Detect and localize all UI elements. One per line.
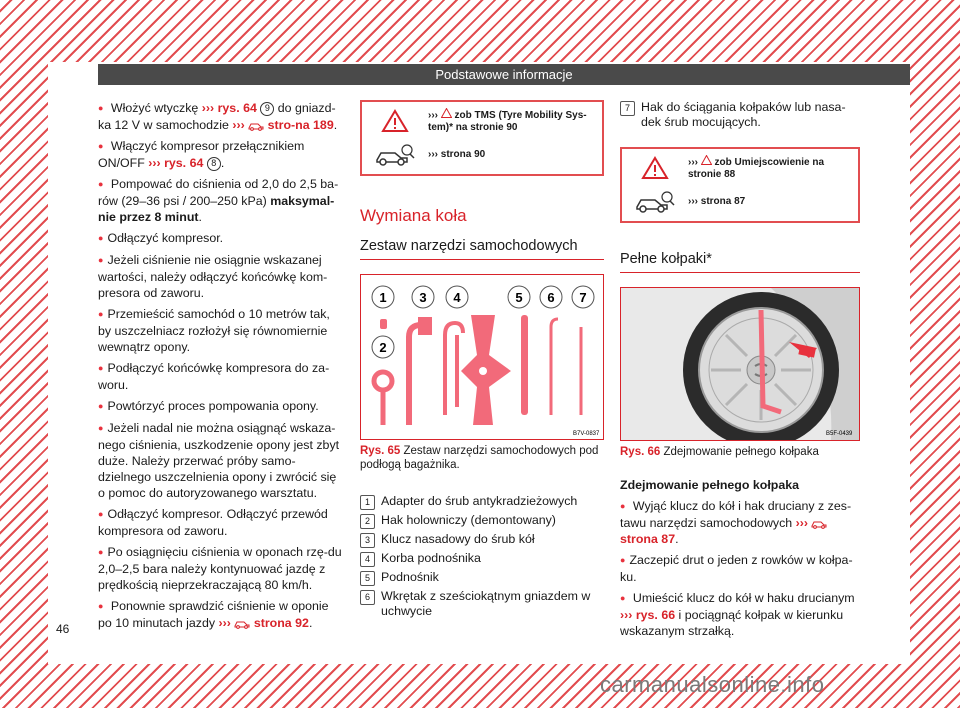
figure-caption: Rys. 66 Zdejmowanie pełnego kołpaka <box>620 446 819 458</box>
column-left <box>98 100 344 636</box>
list-item: ● Jeżeli nadal nie można osiągnąć wskaza-nego ciśnienia, uszkodzenie opony jest zbyt duże. Należy przerwać próby samo-dzielnego uszczelnienia opony i zwrócić się o pomoc do autoryzowanego warsztatu. <box>98 420 344 501</box>
tools-illustration <box>361 275 603 439</box>
list-item: ● Odłączyć kompresor. <box>98 230 344 247</box>
page-link[interactable]: ››› strona 87 <box>620 516 827 546</box>
tool-wrench <box>409 320 429 425</box>
tool-screwdriver <box>521 315 528 415</box>
figure-link[interactable]: ››› rys. 64 <box>201 101 257 115</box>
subsection-title: Pełne kołpaki* <box>620 251 860 273</box>
car-icon <box>248 121 264 131</box>
callout-number: 8 <box>207 157 221 171</box>
procedure-heading: Zdejmowanie pełnego kołpaka <box>620 478 800 492</box>
figure-hubcap <box>620 287 860 441</box>
page-number: 46 <box>56 622 70 636</box>
list-item: ● Ponownie sprawdzić ciśnienie w oponie po 10 minutach jazdy ››› strona 92. <box>98 598 344 631</box>
page-header: Podstawowe informacje <box>98 64 910 85</box>
car-icon <box>234 619 250 629</box>
callout-number: 9 <box>260 102 274 116</box>
list-item: ● Odłączyć kompresor. Odłączyć przewód kompresora od zaworu. <box>98 506 344 539</box>
watermark: carmanualsonline.info <box>600 672 825 697</box>
svg-text:1: 1 <box>379 290 387 305</box>
figure-code: B5F-0439 <box>826 431 853 437</box>
figure-caption: Rys. 65 Zestaw narzędzi samochodowych pod podłogą bagażnika. <box>360 445 599 471</box>
callout-5 <box>508 286 530 308</box>
figure-code: B7V-0837 <box>573 431 600 437</box>
car-info-icon <box>375 144 415 166</box>
car-info-icon <box>635 191 675 213</box>
warning-triangle-icon <box>701 155 712 165</box>
svg-text:7: 7 <box>579 290 587 305</box>
svg-text:5: 5 <box>515 290 523 305</box>
hubcap-illustration <box>621 288 859 440</box>
list-item: 1 Adapter do śrub antykradzieżowych <box>360 494 604 510</box>
svg-text:2: 2 <box>379 340 387 355</box>
tool-tow-hook <box>374 372 392 425</box>
svg-text:6: 6 <box>547 290 555 305</box>
list-item: ● Jeżeli ciśnienie nie osiągnie wskazanej wartości, należy odłączyć końcówkę kom-presora od zaworu. <box>98 252 344 301</box>
list-item: ● Podłączyć końcówkę kompresora do za-woru. <box>98 360 344 393</box>
list-item: ● Włożyć wtyczkę ››› rys. 64 9 do gniazd-ka 12 V w samochodzie ››› stro-na 189. <box>98 100 344 133</box>
list-item: ● Po osiągnięciu ciśnienia w oponach rzę-du 2,0–2,5 bara należy kontynuować jazdę z prędkością nieprzekraczającą 80 km/h. <box>98 544 344 593</box>
callout-3 <box>412 286 434 308</box>
list-item: ● Wyjąć klucz do kół i hak druciany z zes-tawu narzędzi samochodowych ››› strona 87. <box>620 498 860 547</box>
list-item: ● Pompować do ciśnienia od 2,0 do 2,5 ba-rów (29–36 psi / 200–250 kPa) maksymal-nie przez 8 minut. <box>98 176 344 225</box>
figure-link[interactable]: ››› rys. 64 <box>148 156 204 170</box>
warning-triangle-icon <box>381 109 409 133</box>
list-item: ● Włączyć kompresor przełącznikiem ON/OFF ››› rys. 64 8 . <box>98 138 344 171</box>
callout-2 <box>372 336 394 358</box>
tool-crank <box>445 323 463 415</box>
callout-7 <box>572 286 594 308</box>
page-link[interactable]: ››› stro-na 189 <box>232 118 334 132</box>
list-item: 7 Hak do ściągania kołpaków lub nasa-dek śrub mocujących. <box>620 100 860 130</box>
car-icon <box>811 519 827 529</box>
figure-tools <box>360 274 604 440</box>
tool-hub-hook <box>551 319 581 415</box>
list-item: ● Przemieścić samochód o 10 metrów tak, by uszczelniacz rozłożył się równomiernie wewnątrz opony. <box>98 306 344 355</box>
warning-triangle-icon <box>641 156 669 180</box>
tools-list <box>360 494 604 619</box>
list-item: ● Powtórzyć proces pompowania opony. <box>98 398 344 415</box>
list-item: 2 Hak holowniczy (demontowany) <box>360 513 604 529</box>
list-item: ● Umieścić klucz do kół w haku drucianym ››› rys. 66 i pociągnąć kołpak w kierunku wskazanym strzałką. <box>620 590 860 639</box>
column-right <box>620 100 860 644</box>
subsection-title: Zestaw narzędzi samochodowych <box>360 238 604 260</box>
callout-4 <box>446 286 468 308</box>
callout-6 <box>540 286 562 308</box>
tool-adapter <box>380 319 387 329</box>
list-item: ● Zaczepić drut o jeden z rowków w kołpa-ku. <box>620 552 860 585</box>
list-item: 4 Korba podnośnika <box>360 551 604 567</box>
warning-triangle-icon <box>441 108 452 118</box>
page-link[interactable]: ››› strona 92 <box>218 616 309 630</box>
svg-text:4: 4 <box>453 290 461 305</box>
list-item: 5 Podnośnik <box>360 570 604 586</box>
warning-box: ››› zob TMS (Tyre Mobility Sys-tem)* na stronie 90 ››› strona 90 <box>360 100 604 176</box>
list-item: 3 Klucz nasadowy do śrub kół <box>360 532 604 548</box>
section-title: Wymiana koła <box>360 206 467 225</box>
svg-text:3: 3 <box>419 290 427 305</box>
callout-1 <box>372 286 394 308</box>
figure-link[interactable]: ››› rys. 66 <box>620 608 676 622</box>
warning-box: ››› zob Umiejscowienie na stronie 88 ››› strona 87 <box>620 147 860 223</box>
tool-jack <box>461 315 511 425</box>
list-item: 6 Wkrętak z sześciokątnym gniazdem w uchwycie <box>360 589 604 619</box>
column-middle <box>360 100 604 622</box>
